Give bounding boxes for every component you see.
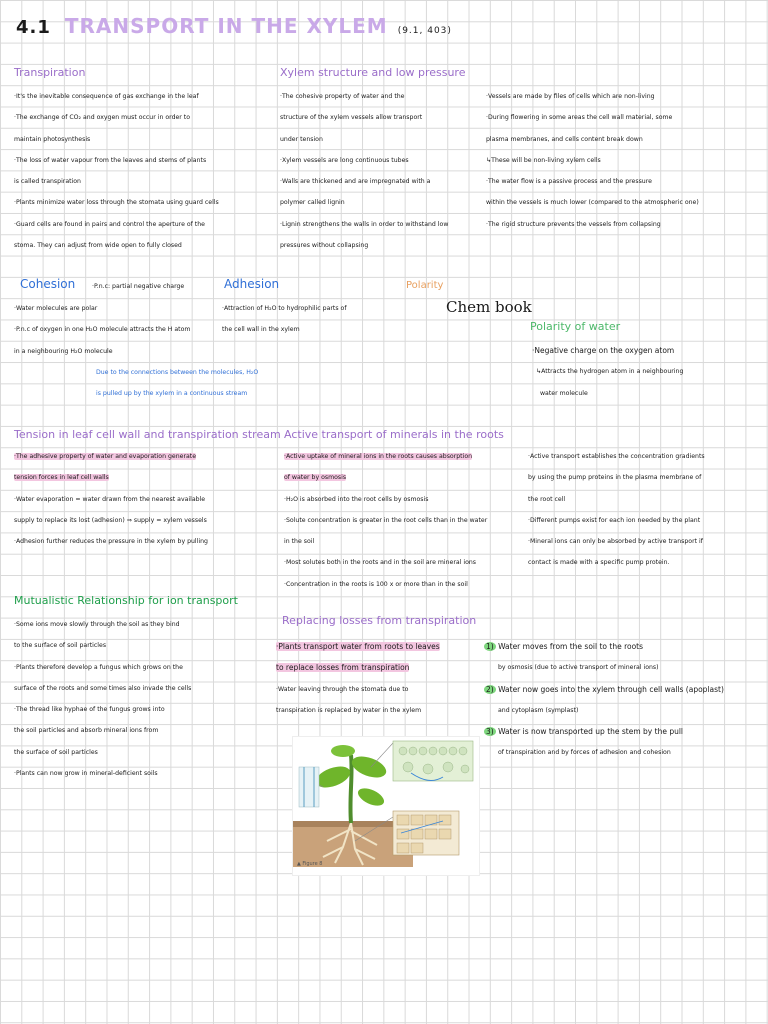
transpiration-heading: Transpiration <box>14 66 86 79</box>
step-text: Water moves from the soil to the roots <box>498 642 644 651</box>
note-line: under tension <box>280 135 323 143</box>
note-line: the cell wall in the xylem <box>222 326 300 334</box>
polarity-water-heading: Polarity of water <box>530 320 621 333</box>
highlighted-line: ·The adhesive property of water and evaporation generate <box>14 453 197 460</box>
note-line: is called transpiration <box>14 178 81 186</box>
note-line: surface of the roots and some times also invade the cells <box>14 684 192 692</box>
note-line: contact is made with a specific pump protein. <box>528 559 670 567</box>
note-line: ·The thread like hyphae of the fungus grows into <box>14 706 165 714</box>
note-line: plasma membranes, and cells content break down <box>486 135 643 143</box>
note-line: ·The cohesive property of water and the <box>280 93 405 100</box>
pnc-definition: ·P.n.c: partial negative charge <box>92 283 185 290</box>
note-line: the root cell <box>528 495 566 503</box>
note-line: ·Negative charge on the oxygen atom <box>532 346 675 355</box>
note-line: ·Guard cells are found in pairs and control the aperture of the <box>14 220 205 228</box>
plant-transport-figure <box>292 736 480 876</box>
xylem-notes-col2 <box>486 86 699 235</box>
note-line: ↳These will be non-living xylem cells <box>486 156 601 164</box>
note-line: ·Attraction of H₂O to hydrophilic parts of <box>222 305 347 312</box>
note-line: ·Vessels are made by files of cells which are non-living <box>486 93 655 100</box>
note-line: ·Mineral ions can only be absorbed by active transport if <box>528 538 703 546</box>
note-line: by using the pump proteins in the plasma membrane of <box>528 474 702 482</box>
note-line: ·Walls are thickened and are impregnated with a <box>280 178 431 186</box>
note-line: ·Lignin strengthens the walls in order to withstand low <box>280 220 449 228</box>
note-line: ↳Attracts the hydrogen atom in a neighbouring <box>536 368 684 376</box>
note-line: ·Solute concentration is greater in the root cells than in the water <box>284 516 488 524</box>
note-line: maintain photosynthesis <box>14 135 91 143</box>
step-text: and cytoplasm (symplast) <box>498 706 579 714</box>
note-line: ·The water flow is a passive process and the pressure <box>486 178 652 186</box>
step-text: by osmosis (due to active transport of mineral ions) <box>498 664 659 672</box>
note-line: in a neighbouring H₂O molecule <box>14 347 113 355</box>
adhesion-heading: Adhesion <box>224 277 280 291</box>
step-number: 1) <box>486 642 494 651</box>
note-line: stoma. They can adjust from wide open to fully closed <box>14 242 182 250</box>
highlighted-line: to replace losses from transpiration <box>276 663 410 673</box>
chem-book-note: Chem book <box>446 298 532 316</box>
note-line: ·P.n.c of oxygen in one H₂O molecule attracts the H atom <box>14 326 191 334</box>
step-text: Water is now transported up the stem by the pull <box>498 727 683 737</box>
note-line: ·Different pumps exist for each ion needed by the plant <box>528 516 701 524</box>
replacing-notes <box>276 636 440 721</box>
replacing-steps <box>484 636 724 764</box>
title-number: 4.1 <box>16 17 51 38</box>
active-notes-col1 <box>284 446 487 595</box>
note-line: in the soil <box>284 538 315 546</box>
step-number: 3) <box>486 727 494 737</box>
note-line: ·Xylem vessels are long continuous tubes <box>280 156 409 164</box>
note-line: ·During flowering in some areas the cell wall material, some <box>486 114 673 122</box>
note-line: Due to the connections between the molecules, H₂O <box>96 369 259 376</box>
xylem-notes-col1 <box>280 86 448 256</box>
note-line: ·Plants therefore develop a fungus which grows on the <box>14 663 183 671</box>
note-line: within the vessels is much lower (compared to the atmospheric one) <box>486 199 699 207</box>
note-line: supply to replace its lost (adhesion) ⇒ supply = xylem vessels <box>14 516 207 524</box>
note-line: the soil particles and absorb mineral ions from <box>14 727 159 735</box>
page-title <box>16 14 452 38</box>
mutualistic-notes <box>14 614 191 784</box>
active-notes-col2 <box>528 446 705 574</box>
note-line: ·Some ions move slowly through the soil as they bind <box>14 621 180 628</box>
note-line: polymer called lignin <box>280 199 345 207</box>
note-line: ·Plants can now grow in mineral-deficient soils <box>14 770 158 778</box>
tension-heading: Tension in leaf cell wall and transpiration stream <box>14 428 281 441</box>
step-number: 2) <box>486 684 494 694</box>
cohesion-heading: Cohesion <box>20 277 76 291</box>
note-line: ·Most solutes both in the roots and in the soil are mineral ions <box>284 559 477 567</box>
note-line: ·Water evaporation = water drawn from the nearest available <box>14 495 206 503</box>
note-line: ·The exchange of CO₂ and oxygen must occur in order to <box>14 114 191 122</box>
title-main: TRANSPORT IN THE XYLEM <box>64 14 388 38</box>
note-line: ·Plants minimize water loss through the stomata using guard cells <box>14 199 219 207</box>
note-line: ·It's the inevitable consequence of gas exchange in the leaf <box>14 93 199 100</box>
plant-diagram-image <box>293 737 479 875</box>
note-line: water molecule <box>540 389 588 397</box>
title-ref: (9.1, 403) <box>397 26 452 36</box>
note-line: ·The loss of water vapour from the leaves and stems of plants <box>14 156 207 164</box>
polarity-water-notes <box>532 340 683 404</box>
highlighted-line: ·Plants transport water from roots to leaves <box>276 642 440 651</box>
mutualistic-heading: Mutualistic Relationship for ion transport <box>14 594 238 607</box>
step-text: Water now goes into the xylem through cell walls (apoplast) <box>498 684 724 694</box>
note-line: to the surface of soil particles <box>14 642 107 650</box>
xylem-heading: Xylem structure and low pressure <box>280 66 466 79</box>
highlighted-line: ·Active uptake of mineral ions in the roots causes absorption <box>284 453 473 460</box>
transpiration-notes <box>14 86 219 256</box>
note-line: ·Water molecules are polar <box>14 305 98 312</box>
note-line: ·The rigid structure prevents the vessels from collapsing <box>486 220 661 228</box>
figure-caption: ▲ Figure 8 <box>297 861 323 867</box>
note-line: ·Adhesion further reduces the pressure in the xylem by pulling <box>14 538 208 546</box>
step-text: of transpiration and by forces of adhesion and cohesion <box>498 749 671 757</box>
tension-notes <box>14 446 208 552</box>
adhesion-notes <box>222 298 347 341</box>
polarity-heading: Polarity <box>406 280 444 291</box>
note-line: pressures without collapsing <box>280 242 369 250</box>
note-line: ·Active transport establishes the concentration gradients <box>528 453 705 460</box>
cohesion-summary <box>96 362 258 405</box>
note-line: the surface of soil particles <box>14 748 98 756</box>
note-line: is pulled up by the xylem in a continuous stream <box>96 390 248 398</box>
cohesion-notes <box>14 298 190 362</box>
active-heading: Active transport of minerals in the roots <box>284 428 504 441</box>
note-line: ·Water leaving through the stomata due to <box>276 685 409 693</box>
note-line: transpiration is replaced by water in the xylem <box>276 706 422 714</box>
note-line: ·Concentration in the roots is 100 x or more than in the soil <box>284 580 468 588</box>
highlighted-line: of water by osmosis <box>284 474 347 482</box>
replacing-heading: Replacing losses from transpiration <box>282 614 477 627</box>
note-line: ·H₂O is absorbed into the root cells by osmosis <box>284 495 429 503</box>
note-line: structure of the xylem vessels allow transport <box>280 114 423 122</box>
highlighted-line: tension forces in leaf cell walls <box>14 474 109 482</box>
